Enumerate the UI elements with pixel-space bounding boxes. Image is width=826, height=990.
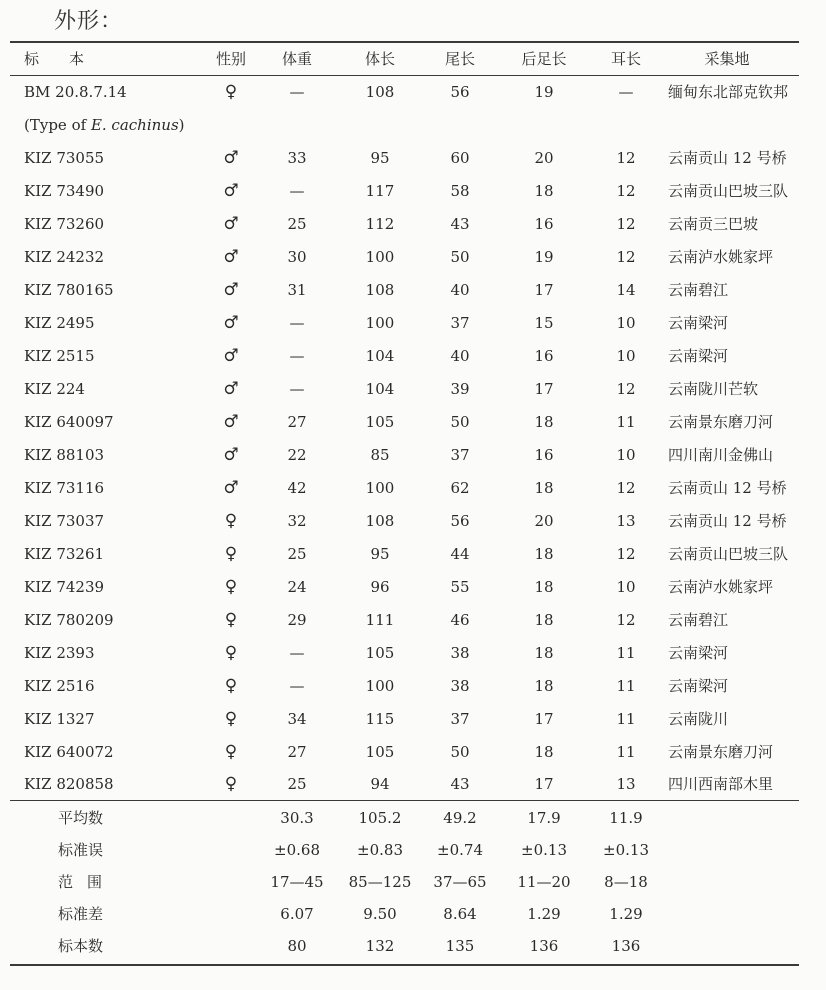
cell-ear: 10 [616,446,636,464]
cell-locality: 云南陇川芒软 [668,380,759,398]
header-weight: 体重 [281,50,312,68]
cell-locality: 四川西南部木里 [668,775,774,793]
header-specimen: 标 本 [24,50,85,68]
table-row [0,476,826,500]
cell-locality: 云南碧江 [668,281,729,299]
cell-hind-foot: 20 [534,149,554,167]
table-row [0,575,826,599]
cell-locality: 云南梁河 [668,347,729,365]
cell-locality: 云南贡山 12 号桥 [668,512,787,530]
cell-weight: — [289,83,305,101]
summary-ear: 11.9 [609,809,643,827]
cell-tail-length: 43 [450,215,470,233]
cell-ear: 12 [616,182,636,200]
cell-hind-foot: 20 [534,512,554,530]
cell-body-length: 100 [365,314,395,332]
cell-specimen: KIZ 2515 [24,347,95,365]
cell-ear: 12 [616,380,636,398]
table-row [0,641,826,665]
cell-sex: ♀ [224,709,238,729]
cell-weight: 25 [287,545,307,563]
table-header-rule [10,75,799,76]
cell-tail-length: 37 [450,710,470,728]
type-note [24,113,185,137]
cell-locality: 云南景东磨刀河 [668,743,774,761]
table-row [0,674,826,698]
cell-locality: 云南贡山 12 号桥 [668,479,787,497]
table-top-rule [10,41,799,43]
cell-body-length: 100 [365,677,395,695]
cell-specimen: KIZ 2393 [24,644,95,662]
cell-hind-foot: 18 [534,677,554,695]
cell-weight: 30 [287,248,307,266]
table-row [0,311,826,335]
summary-std-error [0,838,826,862]
summary-label: 标本数 [58,937,104,955]
cell-ear: 10 [616,314,636,332]
cell-tail-length: 38 [450,677,470,695]
cell-weight: 34 [287,710,307,728]
table-row [0,542,826,566]
cell-weight: — [289,644,305,662]
cell-locality: 云南泸水姚家坪 [668,248,774,266]
cell-ear: — [618,83,634,101]
cell-sex: ♀ [224,742,238,762]
cell-ear: 13 [616,512,636,530]
cell-hind-foot: 18 [534,743,554,761]
cell-body-length: 94 [370,775,390,793]
header-body-length: 体长 [364,50,395,68]
summary-range [0,870,826,894]
cell-specimen: KIZ 640097 [24,413,114,431]
summary-count [0,934,826,958]
cell-sex: ♀ [224,577,238,597]
cell-body-length: 111 [365,611,395,629]
cell-hind-foot: 15 [534,314,554,332]
cell-tail-length: 40 [450,281,470,299]
cell-specimen: KIZ 640072 [24,743,114,761]
cell-sex: ♂ [223,247,239,267]
cell-locality: 云南贡山 12 号桥 [668,149,787,167]
cell-sex: ♂ [223,478,239,498]
cell-ear: 12 [616,611,636,629]
table-row [0,772,826,796]
summary-ear: 1.29 [609,905,643,923]
cell-locality: 云南梁河 [668,314,729,332]
cell-weight: 33 [287,149,307,167]
type-note-suffix: ) [178,116,185,134]
cell-body-length: 112 [365,215,395,233]
cell-sex: ♂ [223,214,239,234]
cell-tail-length: 56 [450,512,470,530]
cell-specimen: KIZ 73055 [24,149,105,167]
cell-weight: 42 [287,479,307,497]
cell-weight: 25 [287,215,307,233]
cell-hind-foot: 18 [534,413,554,431]
cell-specimen: KIZ 780165 [24,281,114,299]
cell-hind-foot: 17 [534,281,554,299]
summary-tail-length: 8.64 [443,905,477,923]
summary-weight: 80 [287,937,307,955]
cell-weight: 32 [287,512,307,530]
cell-locality: 缅甸东北部克钦邦 [668,83,789,101]
cell-locality: 云南陇川 [668,710,729,728]
table-row [0,278,826,302]
table-row [0,80,826,104]
summary-ear: ±0.13 [603,841,649,859]
summary-body-length: 132 [365,937,395,955]
cell-sex: ♀ [224,774,238,794]
summary-body-length: 105.2 [358,809,402,827]
cell-specimen: KIZ 1327 [24,710,95,728]
cell-body-length: 105 [365,413,395,431]
header-hind-foot: 后足长 [521,50,567,68]
cell-tail-length: 43 [450,775,470,793]
cell-sex: ♂ [223,445,239,465]
cell-specimen: KIZ 820858 [24,775,114,793]
summary-hind-foot: 11—20 [517,873,571,891]
cell-ear: 10 [616,578,636,596]
cell-tail-length: 58 [450,182,470,200]
cell-hind-foot: 18 [534,182,554,200]
summary-weight: 30.3 [280,809,314,827]
cell-specimen: KIZ 224 [24,380,85,398]
table-row [0,245,826,269]
cell-ear: 11 [616,743,636,761]
summary-body-length: 85—125 [348,873,412,891]
cell-sex: ♂ [223,379,239,399]
table-row [0,740,826,764]
summary-label: 平均数 [58,809,104,827]
cell-hind-foot: 18 [534,611,554,629]
cell-hind-foot: 19 [534,83,554,101]
header-sex: 性别 [215,50,246,68]
cell-tail-length: 37 [450,314,470,332]
table-row [0,212,826,236]
cell-tail-length: 50 [450,413,470,431]
summary-hind-foot: 1.29 [527,905,561,923]
cell-locality: 云南碧江 [668,611,729,629]
summary-mean [0,806,826,830]
summary-tail-length: 37—65 [433,873,487,891]
cell-sex: ♀ [224,676,238,696]
cell-weight: — [289,314,305,332]
cell-hind-foot: 16 [534,347,554,365]
cell-locality: 云南贡山巴坡三队 [668,545,789,563]
cell-specimen: BM 20.8.7.14 [24,83,127,101]
cell-tail-length: 62 [450,479,470,497]
cell-hind-foot: 17 [534,710,554,728]
type-note-species: E. cachinus [90,116,179,134]
cell-specimen: KIZ 24232 [24,248,105,266]
cell-hind-foot: 18 [534,479,554,497]
cell-specimen: KIZ 88103 [24,446,105,464]
cell-tail-length: 38 [450,644,470,662]
cell-specimen: KIZ 2516 [24,677,95,695]
cell-weight: — [289,677,305,695]
table-header [0,47,826,71]
cell-ear: 12 [616,479,636,497]
summary-label: 标准误 [58,841,104,859]
cell-tail-length: 39 [450,380,470,398]
cell-ear: 12 [616,215,636,233]
cell-sex: ♂ [223,181,239,201]
summary-tail-length: 49.2 [443,809,477,827]
cell-tail-length: 60 [450,149,470,167]
cell-weight: 22 [287,446,307,464]
cell-weight: 24 [287,578,307,596]
table-row [0,608,826,632]
table-row [0,707,826,731]
cell-locality: 云南泸水姚家坪 [668,578,774,596]
header-tail-length: 尾长 [444,50,475,68]
cell-body-length: 95 [370,545,390,563]
summary-body-length: ±0.83 [357,841,403,859]
cell-weight: 25 [287,775,307,793]
cell-sex: ♀ [224,82,238,102]
cell-weight: — [289,347,305,365]
cell-ear: 11 [616,677,636,695]
table-row [0,377,826,401]
cell-locality: 云南贡三巴坡 [668,215,759,233]
cell-sex: ♀ [224,643,238,663]
table-row [0,179,826,203]
cell-body-length: 115 [365,710,395,728]
summary-body-length: 9.50 [363,905,397,923]
cell-sex: ♂ [223,412,239,432]
section-heading: 外形： [54,9,124,34]
summary-tail-length: 135 [445,937,475,955]
cell-ear: 11 [616,644,636,662]
summary-hind-foot: ±0.13 [521,841,567,859]
cell-body-length: 108 [365,281,395,299]
cell-locality: 云南梁河 [668,677,729,695]
cell-hind-foot: 16 [534,215,554,233]
cell-body-length: 85 [370,446,390,464]
cell-specimen: KIZ 73037 [24,512,105,530]
cell-body-length: 104 [365,380,395,398]
cell-ear: 11 [616,710,636,728]
cell-sex: ♀ [224,511,238,531]
type-note-prefix: (Type of [24,116,91,134]
cell-locality: 四川南川金佛山 [668,446,774,464]
summary-label: 范围 [58,873,117,891]
cell-locality: 云南贡山巴坡三队 [668,182,789,200]
summary-ear: 8—18 [604,873,648,891]
cell-weight: — [289,182,305,200]
table-row [0,443,826,467]
summary-tail-length: ±0.74 [437,841,483,859]
header-ear: 耳长 [610,50,641,68]
cell-body-length: 104 [365,347,395,365]
summary-weight: 6.07 [280,905,314,923]
cell-tail-length: 55 [450,578,470,596]
cell-specimen: KIZ 73116 [24,479,105,497]
cell-specimen: KIZ 74239 [24,578,105,596]
cell-hind-foot: 19 [534,248,554,266]
cell-specimen: KIZ 73260 [24,215,105,233]
cell-hind-foot: 17 [534,775,554,793]
cell-ear: 10 [616,347,636,365]
cell-weight: 31 [287,281,307,299]
cell-body-length: 108 [365,512,395,530]
cell-weight: 27 [287,743,307,761]
cell-body-length: 105 [365,743,395,761]
cell-tail-length: 50 [450,248,470,266]
cell-sex: ♀ [224,544,238,564]
cell-tail-length: 56 [450,83,470,101]
cell-sex: ♂ [223,346,239,366]
summary-weight: 17—45 [270,873,324,891]
cell-body-length: 108 [365,83,395,101]
cell-specimen: KIZ 2495 [24,314,95,332]
cell-hind-foot: 18 [534,578,554,596]
cell-tail-length: 50 [450,743,470,761]
cell-body-length: 100 [365,479,395,497]
table-bottom-rule [10,964,799,966]
summary-std-dev [0,902,826,926]
cell-tail-length: 46 [450,611,470,629]
table-summary-rule [10,800,799,801]
table-row [0,509,826,533]
cell-tail-length: 40 [450,347,470,365]
cell-sex: ♂ [223,148,239,168]
summary-hind-foot: 136 [529,937,559,955]
cell-weight: — [289,380,305,398]
cell-locality: 云南景东磨刀河 [668,413,774,431]
cell-hind-foot: 16 [534,446,554,464]
table-row [0,410,826,434]
table-row [0,146,826,170]
cell-tail-length: 37 [450,446,470,464]
cell-ear: 11 [616,413,636,431]
cell-sex: ♂ [223,313,239,333]
cell-tail-length: 44 [450,545,470,563]
cell-specimen: KIZ 780209 [24,611,114,629]
cell-body-length: 100 [365,248,395,266]
cell-body-length: 95 [370,149,390,167]
cell-ear: 12 [616,248,636,266]
summary-label: 标准差 [58,905,104,923]
cell-specimen: KIZ 73490 [24,182,105,200]
cell-specimen: KIZ 73261 [24,545,105,563]
type-note-row [0,113,826,137]
cell-body-length: 117 [365,182,395,200]
cell-weight: 29 [287,611,307,629]
summary-hind-foot: 17.9 [527,809,561,827]
cell-hind-foot: 17 [534,380,554,398]
cell-weight: 27 [287,413,307,431]
summary-ear: 136 [611,937,641,955]
cell-locality: 云南梁河 [668,644,729,662]
cell-ear: 12 [616,545,636,563]
table-row [0,344,826,368]
cell-ear: 14 [616,281,636,299]
summary-weight: ±0.68 [274,841,320,859]
header-locality: 采集地 [704,50,750,68]
cell-sex: ♀ [224,610,238,630]
cell-hind-foot: 18 [534,545,554,563]
cell-body-length: 105 [365,644,395,662]
cell-ear: 12 [616,149,636,167]
cell-body-length: 96 [370,578,390,596]
cell-ear: 13 [616,775,636,793]
cell-hind-foot: 18 [534,644,554,662]
cell-sex: ♂ [223,280,239,300]
